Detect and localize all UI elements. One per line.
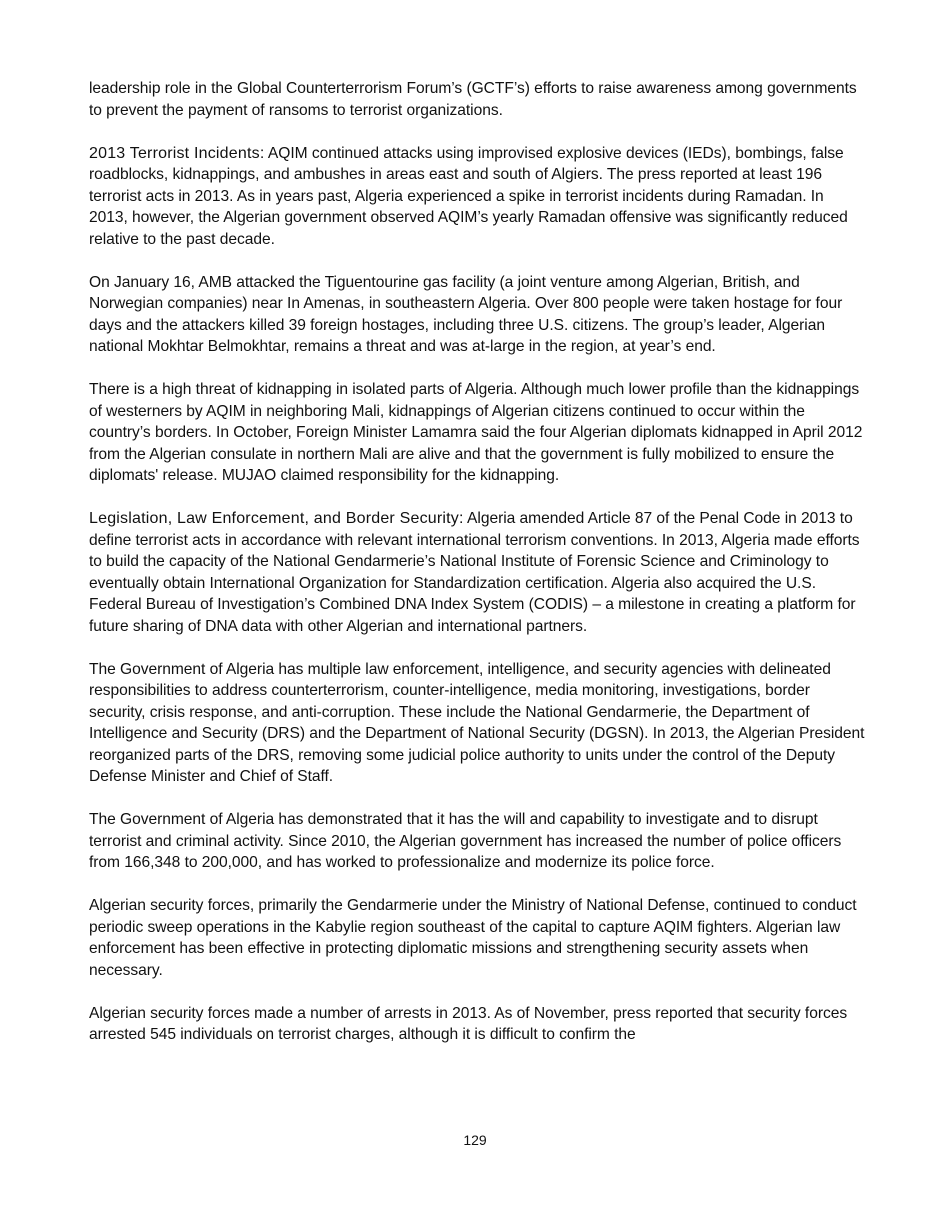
page-number: 129 (463, 1132, 487, 1148)
page-body (89, 78, 865, 1067)
paragraph-5 (89, 508, 865, 637)
paragraph-4-text: There is a high threat of kidnapping in isolated parts of Algeria. Although much lower profile than the kidnappings of westerners by AQIM in neighboring Mali, kidnappings of Algerian citizens continued to occur within the country’s borders. In October, Foreign Minister Lamamra said the four Algerian diplomats kidnapped in April 2012 from the Algerian consulate in northern Mali are alive and that the government is fully mobilized to ensure the diplomats' release. MUJAO claimed responsibility for the kidnapping. (89, 381, 863, 484)
paragraph-7 (89, 809, 865, 874)
paragraph-1 (89, 78, 865, 121)
paragraph-6 (89, 659, 865, 788)
paragraph-8 (89, 895, 865, 981)
paragraph-3-text: On January 16, AMB attacked the Tiguentourine gas facility (a joint venture among Algerian, British, and Norwegian companies) near In Amenas, in southeastern Algeria. Over 800 people were taken hostage for four days and the attackers killed 39 foreign hostages, including three U.S. citizens. The group’s leader, Algerian national Mokhtar Belmokhtar, remains a threat and was at-large in the region, at year’s end. (89, 273, 843, 355)
paragraph-6-text: The Government of Algeria has multiple law enforcement, intelligence, and security agencies with delineated responsibilities to address counterterrorism, counter-intelligence, media monitoring, investigations, border security, crisis response, and anti-corruption. These include the National Gendarmerie, the Department of Intelligence and Security (DRS) and the Department of National Security (DGSN). In 2013, the Algerian President reorganized parts of the DRS, removing some judicial police authority to units under the control of the Deputy Defense Minister and Chief of Staff. (89, 660, 865, 785)
paragraph-9 (89, 1003, 865, 1046)
section-heading-legislation: Legislation, Law Enforcement, and Border Security: (89, 510, 464, 527)
paragraph-5-text: Algeria amended Article 87 of the Penal Code in 2013 to define terrorist acts in accordance with relevant international terrorism conventions. In 2013, Algeria made efforts to build the capacity of the National Gendarmerie’s National Institute of Forensic Science and Criminology to eventually obtain International Organization for Standardization certification. Algeria also acquired the U.S. Federal Bureau of Investigation’s Combined DNA Index System (CODIS) – a milestone in creating a platform for future sharing of DNA data with other Algerian and international partners. (89, 510, 860, 635)
paragraph-9-text: Algerian security forces made a number of arrests in 2013. As of November, press reported that security forces arrested 545 individuals on terrorist charges, although it is difficult to confirm the (89, 1004, 848, 1043)
paragraph-1-text: leadership role in the Global Counterterrorism Forum’s (GCTF’s) efforts to raise awareness among governments to prevent the payment of ransoms to terrorist organizations. (89, 80, 857, 119)
paragraph-3 (89, 272, 865, 358)
paragraph-7-text: The Government of Algeria has demonstrated that it has the will and capability to investigate and to disrupt terrorist and criminal activity. Since 2010, the Algerian government has increased the number of police officers from 166,348 to 200,000, and has worked to professionalize and modernize its police force. (89, 811, 842, 871)
paragraph-2 (89, 143, 865, 251)
paragraph-8-text: Algerian security forces, primarily the Gendarmerie under the Ministry of National Defense, continued to conduct periodic sweep operations in the Kabylie region southeast of the capital to capture AQIM fighters. Algerian law enforcement has been effective in protecting diplomatic missions and strengthening security assets when necessary. (89, 897, 857, 979)
section-heading-terrorist-incidents: 2013 Terrorist Incidents: (89, 144, 265, 162)
paragraph-2-text: AQIM continued attacks using improvised explosive devices (IEDs), bombings, false roadblocks, kidnappings, and ambushes in areas east and south of Algiers. The press reported at least 196 terrorist acts in 2013. As in years past, Algeria experienced a spike in terrorist incidents during Ramadan. In 2013, however, the Algerian government observed AQIM’s yearly Ramadan offensive was significantly reduced relative to the past decade. (89, 144, 848, 248)
paragraph-4 (89, 379, 865, 487)
